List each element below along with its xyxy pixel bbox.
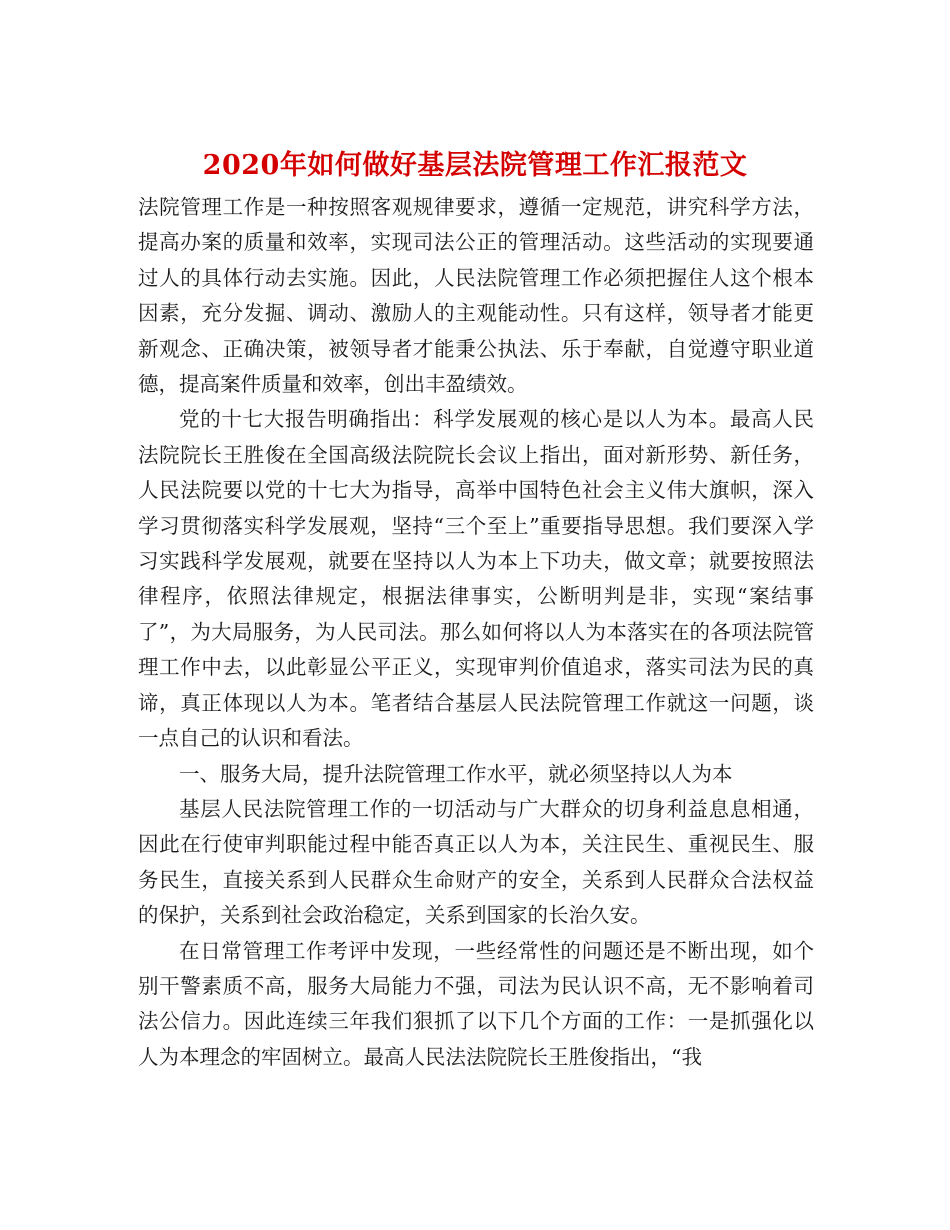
section-heading-1: 一、服务大局，提升法院管理工作水平，就必须坚持以人为本 [179,761,733,786]
paragraph-1: 法院管理工作是一种按照客观规律要求，遵循一定规范，讲究科学方法，提高办案的质量和效率，实现司法公正的管理活动。这些活动的实现要通过人的具体行动去实施。因此，人民法院管理工作必须把握住人这个根本因素，充分发掘、调动、激励人的主观能动性。只有这样，领导者才能更新观念、正确决策，被领导者才能秉公执法、乐于奉献，自觉遵守职业道德，提高案件质量和效率，创出丰盈绩效。 [138,195,814,397]
paragraph-4: 在日常管理工作考评中发现，一些经常性的问题还是不断出现，如个别干警素质不高，服务大局能力不强，司法为民认识不高，无不影响着司法公信力。因此连续三年我们狠抓了以下几个方面的工作：一是抓强化以人为本理念的牢固树立。最高人民法法院院长王胜俊指出，“我 [138,938,814,1069]
document-body [138,190,814,1075]
document-title: 2020年如何做好基层法院管理工作汇报范文 [202,150,748,182]
paragraph-2: 党的十七大报告明确指出：科学发展观的核心是以人为本。最高人民法院院长王胜俊在全国高级法院院长会议上指出，面对新形势、新任务，人民法院要以党的十七大为指导，高举中国特色社会主义伟大旗帜，深入学习贯彻落实科学发展观，坚持“三个至上”重要指导思想。我们要深入学习实践科学发展观，就要在坚持以人为本上下功夫，做文章；就要按照法律程序，依照法律规定，根据法律事实，公断明判是非，实现“案结事了”，为大局服务，为人民司法。那么如何将以人为本落实在的各项法院管理工作中去，以此彰显公平正义，实现审判价值追求，落实司法为民的真谛，真正体现以人为本。笔者结合基层人民法院管理工作就这一问题，谈一点自己的认识和看法。 [138,407,814,751]
paragraph-3: 基层人民法院管理工作的一切活动与广大群众的切身利益息息相通，因此在行使审判职能过程中能否真正以人为本，关注民生、重视民生、服务民生，直接关系到人民群众生命财产的安全，关系到人民群众合法权益的保护，关系到社会政治稳定，关系到国家的长治久安。 [138,796,814,928]
